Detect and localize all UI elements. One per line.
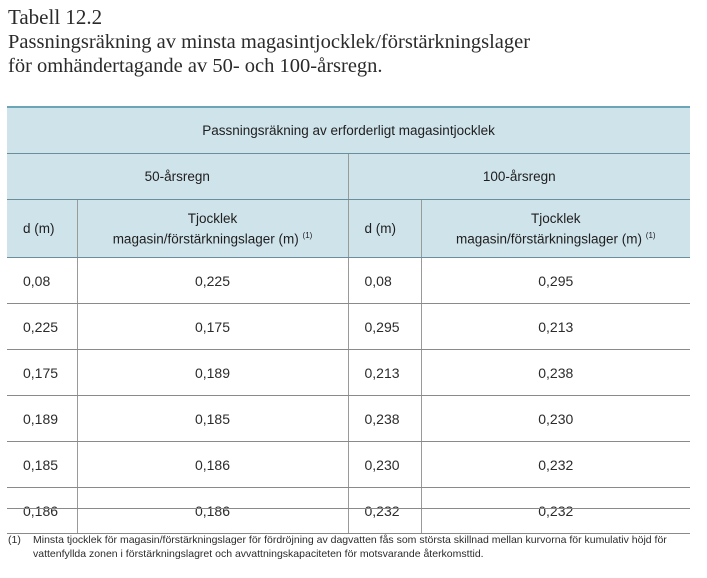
cell-thickness-100: 0,238 [421,350,690,396]
col-header-thickness-line2: magasin/förstärkningslager (m) [455,231,643,247]
cell-d-100: 0,295 [348,304,421,350]
col-header-d-100: d (m) [348,200,421,258]
col-header-d-50: d (m) [7,200,77,258]
cell-d-100: 0,230 [348,442,421,488]
cell-thickness-100: 0,232 [421,442,690,488]
table-row [7,488,690,534]
cell-d-50: 0,08 [7,258,77,304]
footnote-text: Minsta tjocklek för magasin/förstärkningslager för fördröjning av dagvatten fås som största skillnad mellan kurvorna för kumulativ höjd för vattenfyllda zonen i förstärkningslagret och avvattningskapaciteten för motsvarande återkomsttid. [33,534,667,560]
col-header-thickness-50 [77,200,348,258]
table-main-header: Passningsräkning av erforderligt magasintjocklek [7,107,690,154]
cell-thickness-100: 0,230 [421,396,690,442]
cell-d-100: 0,08 [348,258,421,304]
footnote [8,533,698,561]
col-header-thickness-line2: magasin/förstärkningslager (m) [112,231,299,247]
caption-title-line-2: för omhändertagande av 50- och 100-årsregn. [8,55,383,77]
table-row [7,258,690,304]
cell-thickness-50: 0,175 [77,304,348,350]
group-header-100: 100-årsregn [348,154,690,200]
caption-label: Tabell 12.2 [8,5,103,29]
footnote-divider [7,508,690,509]
cell-thickness-50: 0,185 [77,396,348,442]
table-caption [8,4,530,78]
table-row [7,304,690,350]
cell-d-100: 0,213 [348,350,421,396]
cell-d-50: 0,189 [7,396,77,442]
footnote-ref: (1) [302,230,313,240]
cell-d-100: 0,232 [348,488,421,534]
table-row [7,350,690,396]
passning-table [7,106,690,534]
cell-d-50: 0,186 [7,488,77,534]
cell-thickness-100: 0,295 [421,258,690,304]
cell-d-100: 0,238 [348,396,421,442]
caption-title-line-1: Passningsräkning av minsta magasintjocklek/förstärkningslager [8,31,531,53]
cell-thickness-50: 0,225 [77,258,348,304]
cell-d-50: 0,225 [7,304,77,350]
cell-thickness-50: 0,186 [77,488,348,534]
group-header-50: 50-årsregn [7,154,348,200]
cell-thickness-100: 0,232 [421,488,690,534]
col-header-thickness-100 [421,200,690,258]
cell-d-50: 0,185 [7,442,77,488]
footnote-ref: (1) [645,230,656,240]
table-row [7,442,690,488]
col-header-thickness-line1: Tjocklek [187,210,238,226]
cell-thickness-50: 0,186 [77,442,348,488]
cell-thickness-50: 0,189 [77,350,348,396]
cell-d-50: 0,175 [7,350,77,396]
table-row [7,396,690,442]
cell-thickness-100: 0,213 [421,304,690,350]
col-header-thickness-line1: Tjocklek [531,210,581,226]
footnote-marker: (1) [8,534,21,546]
